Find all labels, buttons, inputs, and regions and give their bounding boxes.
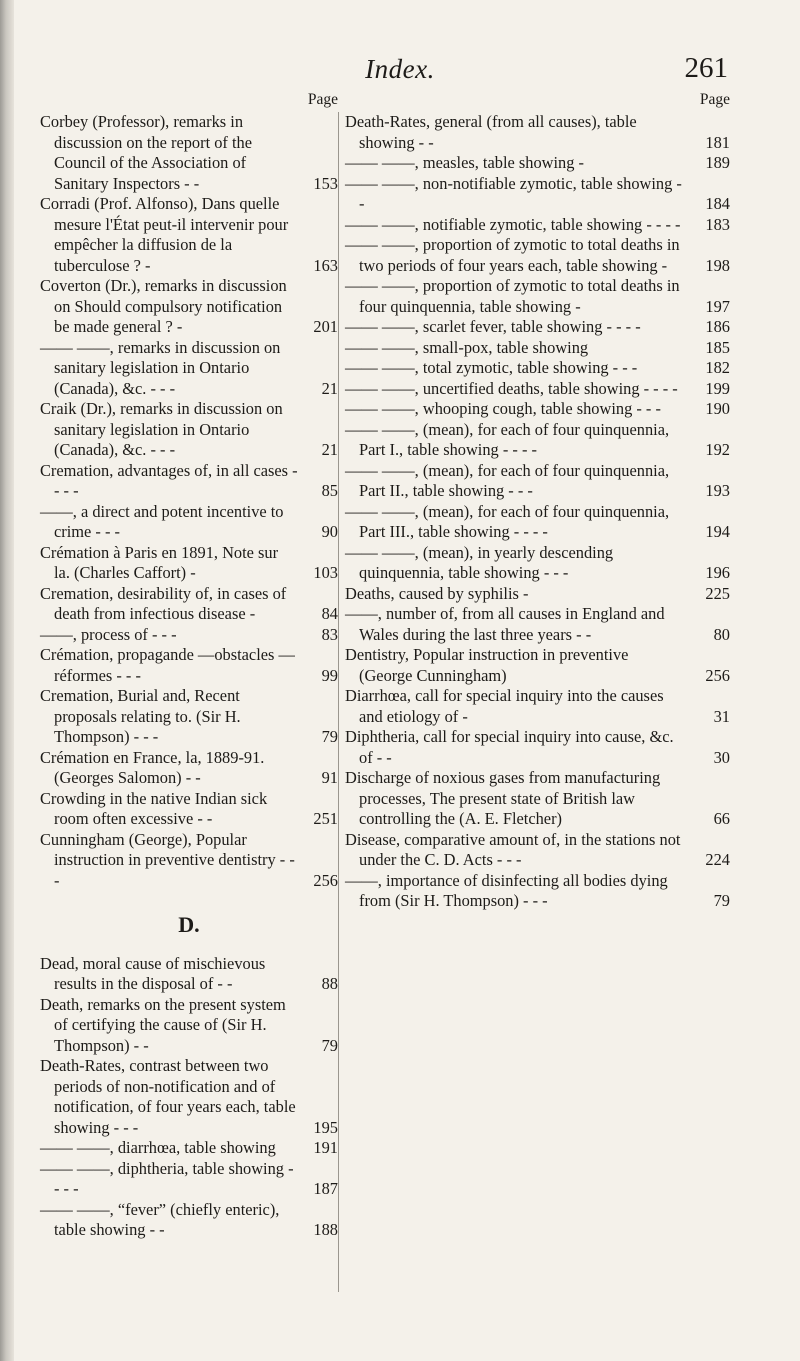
section-letter-d: D. <box>178 912 200 937</box>
entry-page-number: 103 <box>313 563 338 582</box>
entry-page-number: 31 <box>713 706 730 726</box>
entry-text: —— ——, scarlet fever, table showing - - - - <box>345 317 641 336</box>
index-entry <box>40 1200 338 1241</box>
entry-text: —— ——, diphtheria, table showing - - - - <box>40 1158 294 1198</box>
column-divider <box>338 112 339 1292</box>
entry-text: Corradi (Prof. Alfonso), Dans quelle mesure l'État peut-il intervenir pour empêcher la diffusion de la tuberculose ? - <box>40 194 289 275</box>
index-entry <box>40 995 338 1057</box>
index-entry <box>345 379 730 400</box>
entry-page-number: 88 <box>321 974 338 993</box>
entry-page-number: 184 <box>705 194 730 213</box>
index-entry <box>40 502 338 543</box>
entry-page-number: 182 <box>705 358 730 377</box>
entry-text: —— ——, total zymotic, table showing - - - <box>345 358 638 377</box>
entry-text: Crowding in the native Indian sick room often excessive - - <box>40 788 268 828</box>
entry-page-number: 79 <box>321 1035 338 1055</box>
entry-text: Death, remarks on the present system of certifying the cause of (Sir H. Thompson) - - <box>40 994 286 1055</box>
index-entry <box>40 399 338 461</box>
entry-text: Crémation à Paris en 1891, Note sur la. (Charles Caffort) - <box>40 542 279 582</box>
entry-page-number: 153 <box>313 173 338 193</box>
scan-binding-edge <box>0 0 14 1361</box>
entry-text: —— ——, (mean), for each of four quinquennia, Part III., table showing - - - - <box>345 501 670 541</box>
entry-text: ——, a direct and potent incentive to crime - - - <box>40 501 284 541</box>
entry-text: ——, number of, from all causes in England and Wales during the last three years - - <box>345 604 665 644</box>
index-entry <box>345 358 730 379</box>
entry-page-number: 189 <box>705 153 730 172</box>
entry-page-number: 79 <box>713 891 730 910</box>
entry-text: —— ——, (mean), for each of four quinquennia, Part I., table showing - - - - <box>345 419 670 459</box>
index-entries-d-start <box>40 954 338 1241</box>
entry-text: Disease, comparative amount of, in the stations not under the C. D. Acts - - - <box>345 829 681 869</box>
entry-page-number: 199 <box>705 378 730 398</box>
index-entry <box>40 543 338 584</box>
entry-page-number: 188 <box>313 1220 338 1239</box>
right-column <box>345 90 730 912</box>
entry-text: —— ——, measles, table showing - <box>345 153 584 172</box>
index-entry <box>40 1138 338 1159</box>
entry-page-number: 91 <box>321 768 338 787</box>
index-entry <box>40 686 338 748</box>
entry-page-number: 163 <box>313 255 338 275</box>
entry-page-number: 85 <box>321 481 338 500</box>
index-entry <box>345 768 730 830</box>
entry-text: —— ——, proportion of zymotic to total deaths in two periods of four years each, table showing - <box>345 235 680 275</box>
index-entry <box>40 954 338 995</box>
index-entry <box>345 112 730 153</box>
page-number: 261 <box>684 52 728 84</box>
entry-page-number: 30 <box>713 747 730 767</box>
entry-page-number: 197 <box>705 296 730 316</box>
index-entry <box>345 276 730 317</box>
index-entry <box>40 461 338 502</box>
index-entry <box>40 1056 338 1138</box>
entry-text: —— ——, proportion of zymotic to total deaths in four quinquennia, table showing - <box>345 276 680 316</box>
index-entry <box>345 461 730 502</box>
index-entry <box>345 543 730 584</box>
entry-page-number: 225 <box>705 583 730 603</box>
index-entry <box>345 584 730 605</box>
entry-text: —— ——, remarks in discussion on sanitary legislation in Ontario (Canada), &c. - - - <box>40 337 281 398</box>
entry-text: Cremation, desirability of, in cases of death from infectious disease - <box>40 583 287 623</box>
entry-text: —— ——, diarrhœa, table showing <box>40 1138 276 1157</box>
entry-page-number: 84 <box>321 604 338 623</box>
entry-page-number: 224 <box>705 850 730 869</box>
entry-text: —— ——, (mean), for each of four quinquennia, Part II., table showing - - - <box>345 460 670 500</box>
entry-text: Deaths, caused by syphilis - <box>345 583 529 603</box>
index-entry <box>345 338 730 359</box>
entry-text: Craik (Dr.), remarks in discussion on sanitary legislation in Ontario (Canada), &c. - - - <box>40 399 283 459</box>
index-entry <box>40 276 338 338</box>
entry-page-number: 198 <box>705 255 730 275</box>
index-entry <box>345 174 730 215</box>
entry-page-number: 21 <box>321 378 338 398</box>
entry-text: Crémation en France, la, 1889-91. (Georges Salomon) - - <box>40 747 265 787</box>
index-entry <box>345 420 730 461</box>
entry-page-number: 191 <box>313 1138 338 1157</box>
entry-text: Cunningham (George), Popular instruction in preventive dentistry - - - <box>40 829 295 890</box>
entry-page-number: 66 <box>713 809 730 828</box>
entry-page-number: 186 <box>705 317 730 336</box>
index-entry <box>345 215 730 236</box>
index-entry <box>40 625 338 646</box>
page-column-label: Page <box>307 91 338 108</box>
entry-page-number: 187 <box>313 1179 338 1198</box>
entry-text: —— ——, small-pox, table showing <box>345 337 589 357</box>
entry-page-number: 190 <box>705 399 730 418</box>
page-column-label: Page <box>699 91 730 108</box>
entry-text: Dead, moral cause of mischievous results in the disposal of - - <box>40 953 266 993</box>
index-entry <box>40 748 338 789</box>
index-entry <box>345 727 730 768</box>
index-entry <box>345 235 730 276</box>
entry-text: Diarrhœa, call for special inquiry into the causes and etiology of - <box>345 686 664 726</box>
entry-page-number: 251 <box>313 809 338 828</box>
index-entry <box>40 789 338 830</box>
entry-page-number: 21 <box>321 440 338 459</box>
entry-text: Cremation, advantages of, in all cases - - - - <box>40 460 298 500</box>
index-entries-d <box>345 112 730 912</box>
entry-page-number: 83 <box>321 624 338 644</box>
entry-page-number: 185 <box>705 337 730 357</box>
index-entry <box>40 830 338 892</box>
index-entry <box>40 584 338 625</box>
entry-text: Death-Rates, general (from all causes), table showing - - <box>345 112 637 152</box>
index-entry <box>345 645 730 686</box>
index-entry <box>345 502 730 543</box>
index-entry <box>345 153 730 174</box>
entry-page-number: 195 <box>313 1117 338 1137</box>
index-entry <box>40 194 338 276</box>
running-head <box>0 48 800 88</box>
entry-text: Death-Rates, contrast between two periods of non-notification and of notification, of four years each, table showing - - - <box>40 1056 296 1137</box>
entry-text: Coverton (Dr.), remarks in discussion on Should compulsory notification be made general ? - <box>40 276 287 336</box>
entry-text: Crémation, propagande —obstacles —réformes - - - <box>40 645 295 685</box>
index-entry <box>345 871 730 912</box>
entry-page-number: 256 <box>313 870 338 890</box>
index-entry <box>345 399 730 420</box>
entry-page-number: 192 <box>705 440 730 459</box>
entry-page-number: 196 <box>705 563 730 582</box>
entry-page-number: 256 <box>705 665 730 685</box>
entry-page-number: 99 <box>321 665 338 685</box>
entry-text: —— ——, uncertified deaths, table showing - - - - <box>345 378 678 398</box>
entry-text: —— ——, whooping cough, table showing - - - <box>345 399 661 418</box>
entry-text: Discharge of noxious gases from manufacturing processes, The present state of British law controlling the (A. E. Fletcher) <box>345 768 661 828</box>
entry-text: ——, importance of disinfecting all bodies dying from (Sir H. Thompson) - - - <box>345 870 668 910</box>
index-entry <box>40 338 338 400</box>
entry-text: —— ——, (mean), in yearly descending quinquennia, table showing - - - <box>345 542 614 582</box>
index-entries-c <box>40 112 338 891</box>
entry-text: —— ——, notifiable zymotic, table showing - - - - <box>345 214 681 234</box>
entry-text: —— ——, non-notifiable zymotic, table showing - - <box>345 173 682 213</box>
entry-page-number: 183 <box>705 214 730 234</box>
entry-text: —— ——, “fever” (chiefly enteric), table showing - - <box>40 1199 280 1239</box>
entry-page-number: 201 <box>313 317 338 336</box>
entry-text: Dentistry, Popular instruction in preventive (George Cunningham) <box>345 645 629 685</box>
index-entry <box>40 112 338 194</box>
entry-text: Corbey (Professor), remarks in discussion on the report of the Council of the Association of Sanitary Inspectors - - <box>40 112 253 193</box>
index-entry <box>345 317 730 338</box>
entry-page-number: 194 <box>705 522 730 541</box>
entry-page-number: 90 <box>321 522 338 541</box>
index-entry <box>345 686 730 727</box>
entry-text: Cremation, Burial and, Recent proposals relating to. (Sir H. Thompson) - - - <box>40 686 241 746</box>
index-entry <box>345 604 730 645</box>
running-head-title: Index. <box>365 54 435 84</box>
index-entry <box>40 645 338 686</box>
index-entry <box>40 1159 338 1200</box>
entry-text: Diphtheria, call for special inquiry into cause, &c. of - - <box>345 727 674 767</box>
entry-text: ——, process of - - - <box>40 624 177 644</box>
entry-page-number: 193 <box>705 481 730 500</box>
entry-page-number: 181 <box>705 132 730 152</box>
left-column <box>40 90 338 1241</box>
entry-page-number: 79 <box>321 727 338 746</box>
index-entry <box>345 830 730 871</box>
entry-page-number: 80 <box>713 624 730 644</box>
